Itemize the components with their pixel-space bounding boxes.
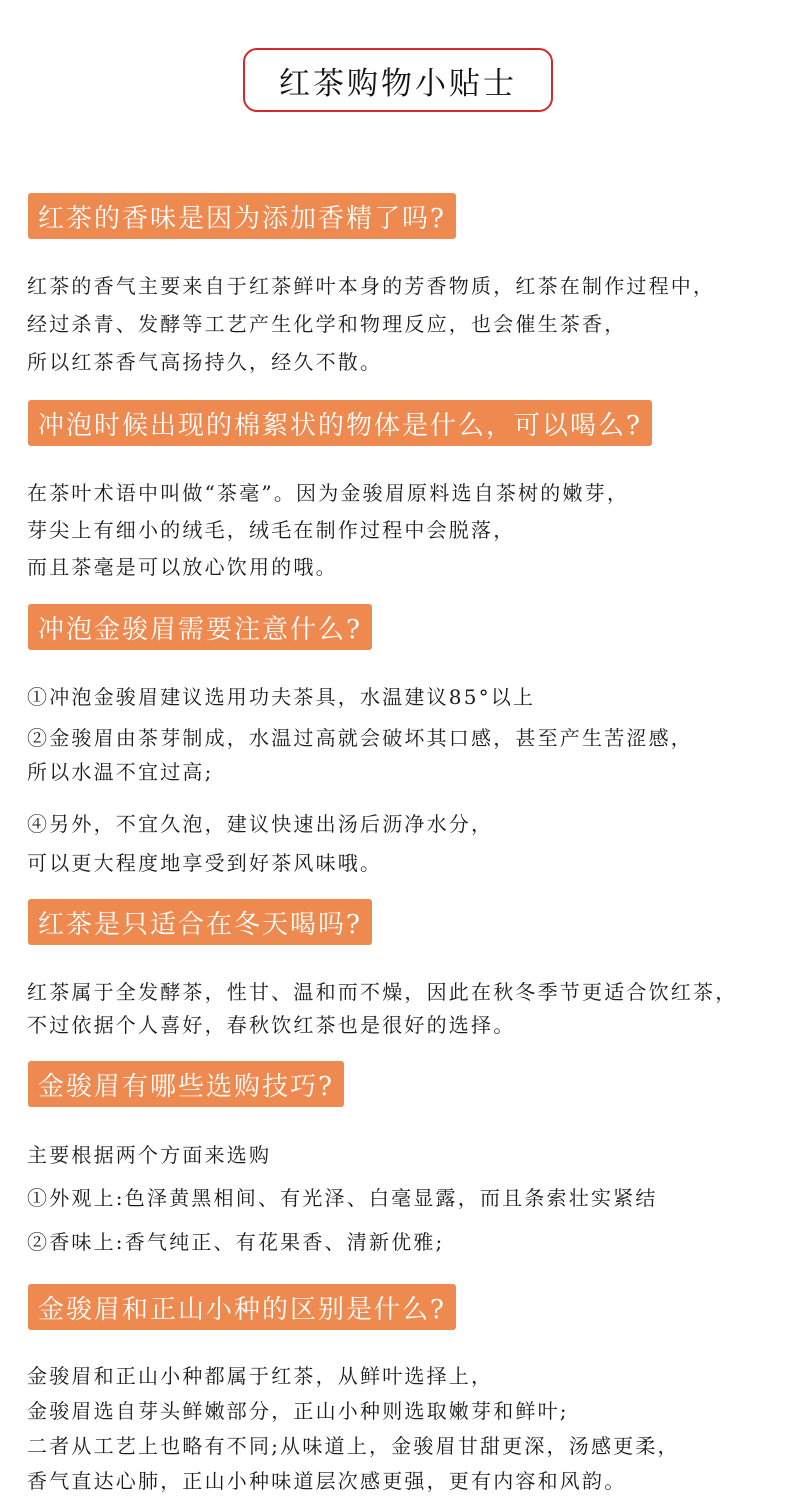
section-text-line: 红茶的香气主要来自于红茶鲜叶本身的芳香物质，红茶在制作过程中， [27,274,716,298]
section-text-line: ①外观上:色泽黄黑相间、有光泽、白毫显露，而且条索壮实紧结 [27,1186,658,1210]
section-heading-difference: 金骏眉和正山小种的区别是什么? [28,1284,456,1330]
section-text-line: 在茶叶术语中叫做“茶毫”。因为金骏眉原料选自茶树的嫩芽， [27,481,630,505]
section-text-line: 所以红茶香气高扬持久，经久不散。 [27,350,383,374]
section-text-line: 不过依据个人喜好，春秋饮红茶也是很好的选择。 [27,1013,516,1037]
section-heading-fragrance: 红茶的香味是因为添加香精了吗? [28,193,456,239]
section-text-line: 可以更大程度地享受到好茶风味哦。 [27,851,383,875]
section-text-line: 经过杀青、发酵等工艺产生化学和物理反应，也会催生茶香， [27,312,627,336]
section-heading-brewing: 冲泡金骏眉需要注意什么? [28,604,372,650]
section-text-line: 芽尖上有细小的绒毛，绒毛在制作过程中会脱落， [27,518,516,542]
section-text-line: ②金骏眉由茶芽制成，水温过高就会破坏其口感，甚至产生苦涩感， [27,726,693,750]
section-heading-floss: 冲泡时候出现的棉絮状的物体是什么，可以喝么? [28,400,652,446]
section-text-line: 二者从工艺上也略有不同;从味道上，金骏眉甘甜更深，汤感更柔， [27,1434,680,1458]
section-text-line: 红茶属于全发酵茶，性甘、温和而不燥，因此在秋冬季节更适合饮红茶， [27,980,738,1004]
page-title: 红茶购物小贴士 [243,48,553,112]
section-text-line: ④另外，不宜久泡，建议快速出汤后沥净水分， [27,812,494,836]
section-heading-winter: 红茶是只适合在冬天喝吗? [28,899,372,945]
section-text-line: 香气直达心肺，正山小种味道层次感更强，更有内容和风韵。 [27,1469,627,1493]
section-text-line: 主要根据两个方面来选购 [27,1143,272,1167]
section-text-line: 金骏眉选自芽头鲜嫩部分，正山小种则选取嫩芽和鲜叶; [27,1399,569,1423]
section-text-line: 所以水温不宜过高; [27,760,214,784]
section-text-line: 而且茶毫是可以放心饮用的哦。 [27,555,338,579]
section-text-line: ①冲泡金骏眉建议选用功夫茶具，水温建议85°以上 [27,685,536,709]
section-text-line: ②香味上:香气纯正、有花果香、清新优雅; [27,1230,445,1254]
section-text-line: 金骏眉和正山小种都属于红茶，从鲜叶选择上， [27,1364,494,1388]
section-heading-buying-tips: 金骏眉有哪些选购技巧? [28,1061,344,1107]
